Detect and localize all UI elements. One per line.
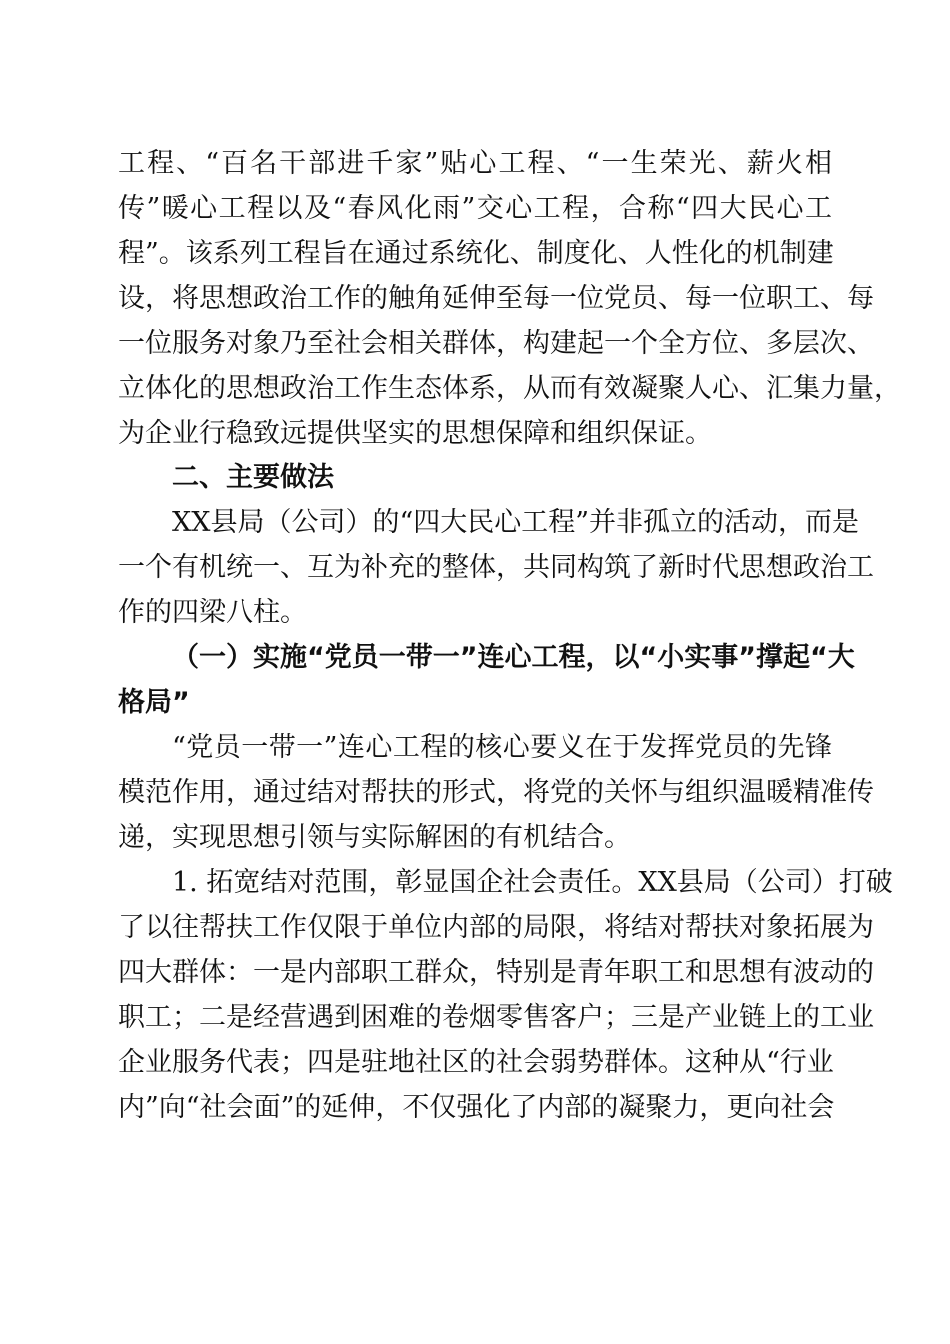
body-text-line: 模范作用，通过结对帮扶的形式，将党的关怀与组织温暖精准传 xyxy=(118,777,874,808)
body-text-line: 设，将思想政治工作的触角延伸至每一位党员、每一位职工、每 xyxy=(118,283,874,314)
body-text-line: 内”向“社会面”的延伸，不仅强化了内部的凝聚力，更向社会 xyxy=(118,1092,835,1123)
body-text-line: 递，实现思想引领与实际解困的有机结合。 xyxy=(118,822,631,853)
body-text-line: XX县局（公司）的“四大民心工程”并非孤立的活动，而是 xyxy=(172,507,860,538)
body-text-line: 立体化的思想政治工作生态体系，从而有效凝聚人心、汇集力量， xyxy=(118,373,901,404)
body-text-line: 四大群体：一是内部职工群众，特别是青年职工和思想有波动的 xyxy=(118,957,874,988)
body-text-line: 工程、“百名干部进千家”贴心工程、“一生荣光、薪火相 xyxy=(118,148,832,179)
body-text-line: 一个有机统一、互为补充的整体，共同构筑了新时代思想政治工 xyxy=(118,552,874,583)
body-text-line: 企业服务代表；四是驻地社区的社会弱势群体。这种从“行业 xyxy=(118,1047,834,1078)
body-text-line: “党员一带一”连心工程的核心要义在于发挥党员的先锋 xyxy=(172,732,832,763)
subsection-heading: （一）实施“党员一带一”连心工程，以“小实事”撑起“大 xyxy=(172,642,855,673)
body-text-line: 一位服务对象乃至社会相关群体，构建起一个全方位、多层次、 xyxy=(118,328,874,359)
body-text-line: 为企业行稳致远提供坚实的思想保障和组织保证。 xyxy=(118,418,712,449)
body-text-line: 作的四梁八柱。 xyxy=(118,597,307,628)
body-text-line: 了以往帮扶工作仅限于单位内部的局限，将结对帮扶对象拓展为 xyxy=(118,912,874,943)
section-heading: 二、主要做法 xyxy=(172,462,334,493)
body-text-line: 1. 拓宽结对范围，彰显国企社会责任。XX县局（公司）打破 xyxy=(172,867,893,898)
body-text-line: 程”。该系列工程旨在通过系统化、制度化、人性化的机制建 xyxy=(118,238,834,269)
body-text-line: 职工；二是经营遇到困难的卷烟零售客户；三是产业链上的工业 xyxy=(118,1002,874,1033)
subsection-heading: 格局” xyxy=(118,687,190,718)
body-text-line: 传”暖心工程以及“春风化雨”交心工程，合称“四大民心工 xyxy=(118,193,832,224)
